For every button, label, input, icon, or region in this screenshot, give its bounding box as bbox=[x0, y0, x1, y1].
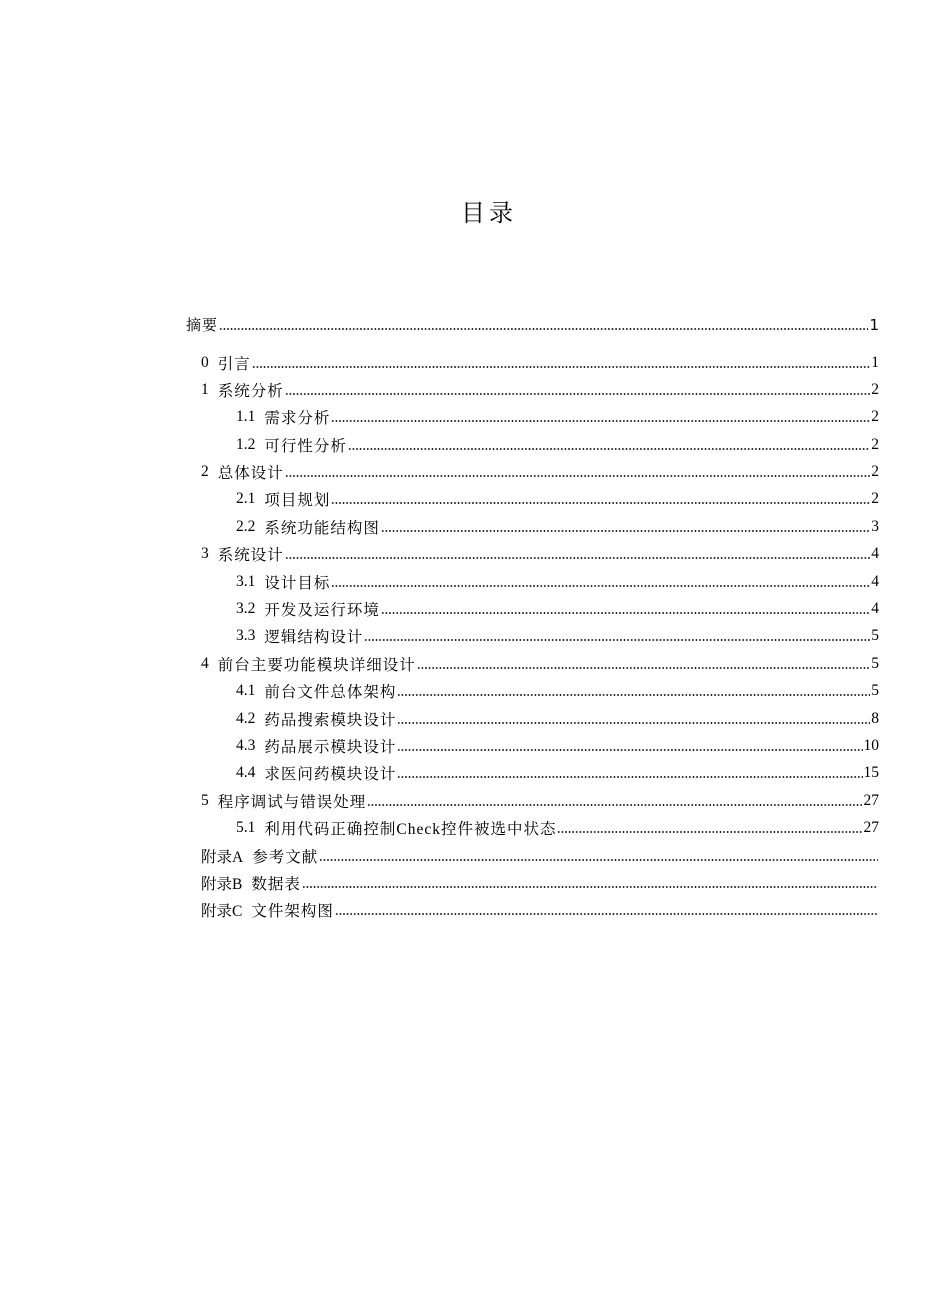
toc-entry-number: 4.2 bbox=[236, 709, 256, 727]
toc-entry-number: 5 bbox=[201, 791, 209, 809]
toc-entry[interactable] bbox=[236, 403, 879, 430]
toc-entry-number: 4 bbox=[201, 654, 209, 672]
toc-entry-number: 3.2 bbox=[236, 599, 256, 617]
toc-entry-page-number: 2 bbox=[871, 435, 879, 453]
toc-entry-page-number: 3 bbox=[871, 517, 879, 535]
toc-entry-page-number: 5 bbox=[871, 681, 879, 699]
toc-entry[interactable] bbox=[201, 869, 879, 896]
toc-entry[interactable] bbox=[236, 814, 879, 841]
dot-leader bbox=[331, 585, 870, 587]
toc-entry-number: 1.2 bbox=[236, 435, 256, 453]
dot-leader bbox=[397, 776, 862, 778]
toc-entry-page-number: 8 bbox=[871, 709, 879, 727]
dot-leader bbox=[285, 475, 870, 477]
toc-entry-label: 利用代码正确控制Check控件被选中状态 bbox=[264, 820, 557, 838]
toc-entry-number: 3 bbox=[201, 544, 209, 562]
toc-entry-page-number: 2 bbox=[871, 462, 879, 480]
toc-entry[interactable] bbox=[236, 622, 879, 649]
dot-leader bbox=[557, 831, 862, 833]
toc-entry-label: 项目规划 bbox=[264, 491, 331, 509]
toc-entry-label: 前台文件总体架构 bbox=[264, 683, 397, 701]
dot-leader bbox=[381, 530, 870, 532]
dot-leader bbox=[302, 886, 878, 888]
toc-entry[interactable] bbox=[236, 595, 879, 622]
toc-entry-number: 1.1 bbox=[236, 407, 256, 425]
toc-entry[interactable] bbox=[201, 650, 879, 677]
toc-entry-number: 3.3 bbox=[236, 626, 256, 644]
toc-entry-page-number: 1 bbox=[871, 353, 879, 371]
toc-entry-page-number: 1 bbox=[869, 315, 879, 334]
toc-entry[interactable] bbox=[236, 705, 879, 732]
toc-entry-label: 药品搜索模块设计 bbox=[264, 711, 397, 729]
dot-leader bbox=[397, 694, 870, 696]
dot-leader bbox=[397, 749, 862, 751]
toc-entry-label: 系统分析 bbox=[217, 382, 284, 400]
toc-entry[interactable] bbox=[236, 677, 879, 704]
dot-leader bbox=[331, 502, 870, 504]
dot-leader bbox=[381, 612, 870, 614]
toc-entry[interactable] bbox=[201, 458, 879, 485]
toc-entry-page-number: 4 bbox=[871, 599, 879, 617]
toc-entry-label: 开发及运行环境 bbox=[264, 601, 380, 619]
toc-entry-page-number: 4 bbox=[871, 544, 879, 562]
toc-entry[interactable] bbox=[201, 787, 879, 814]
toc-entry[interactable] bbox=[236, 568, 879, 595]
dot-leader bbox=[364, 639, 870, 641]
toc-entry[interactable] bbox=[236, 485, 879, 512]
toc-entry-label: 逻辑结构设计 bbox=[264, 628, 364, 646]
toc-entry[interactable] bbox=[236, 431, 879, 458]
dot-leader bbox=[319, 859, 878, 861]
toc-entry-number: 2.2 bbox=[236, 517, 256, 535]
toc-entry[interactable] bbox=[201, 376, 879, 403]
toc-entry-number: 4.4 bbox=[236, 763, 256, 781]
toc-entry-label: 可行性分析 bbox=[264, 437, 347, 455]
toc-entry[interactable] bbox=[236, 759, 879, 786]
toc-entry-label: 文件架构图 bbox=[251, 902, 334, 920]
toc-entry-page-number: 15 bbox=[863, 763, 879, 781]
toc-entry-page-number: 4 bbox=[871, 572, 879, 590]
toc-entry[interactable] bbox=[201, 896, 879, 923]
dot-leader bbox=[417, 667, 870, 669]
toc-entry-label: 引言 bbox=[217, 355, 251, 373]
toc-entry[interactable] bbox=[201, 349, 879, 376]
dot-leader bbox=[285, 393, 870, 395]
toc-entry-page-number: 5 bbox=[871, 654, 879, 672]
dot-leader bbox=[331, 420, 870, 422]
toc-entry-label: 程序调试与错误处理 bbox=[217, 793, 367, 811]
toc-entry-number: 0 bbox=[201, 353, 209, 371]
toc-entry-label: 参考文献 bbox=[252, 848, 319, 866]
toc-entry-number: 附录B bbox=[201, 875, 243, 893]
toc-entry-label: 系统设计 bbox=[217, 546, 284, 564]
toc-entry[interactable] bbox=[236, 732, 879, 759]
toc-entry-page-number: 27 bbox=[863, 791, 879, 809]
toc-entry-number: 4.1 bbox=[236, 681, 256, 699]
toc-entry-label: 设计目标 bbox=[264, 574, 331, 592]
toc-entry[interactable] bbox=[236, 513, 879, 540]
toc-entry[interactable] bbox=[201, 842, 879, 869]
toc-entry-number: 2.1 bbox=[236, 489, 256, 507]
toc-title: 目录 bbox=[461, 201, 517, 227]
dot-leader bbox=[367, 804, 862, 806]
toc-entry-number: 3.1 bbox=[236, 572, 256, 590]
toc-entry-label: 总体设计 bbox=[217, 464, 284, 482]
toc-entry-number: 2 bbox=[201, 462, 209, 480]
toc-entry-label: 数据表 bbox=[251, 875, 301, 893]
toc-entry-number: 4.3 bbox=[236, 736, 256, 754]
dot-leader bbox=[285, 557, 870, 559]
toc-entry-number: 1 bbox=[201, 380, 209, 398]
toc-entry-number: 附录A bbox=[201, 848, 244, 866]
toc-entry-label: 前台主要功能模块详细设计 bbox=[217, 656, 416, 674]
toc-entry-label: 系统功能结构图 bbox=[264, 519, 380, 537]
toc-entry-page-number: 2 bbox=[871, 380, 879, 398]
toc-entry-label: 需求分析 bbox=[264, 409, 331, 427]
toc-entry-page-number: 10 bbox=[863, 736, 879, 754]
dot-leader bbox=[335, 913, 878, 915]
dot-leader bbox=[397, 722, 870, 724]
dot-leader bbox=[252, 366, 870, 368]
toc-entry-page-number: 2 bbox=[871, 489, 879, 507]
dot-leader bbox=[219, 328, 868, 330]
dot-leader bbox=[348, 448, 870, 450]
toc-entry-page-number: 2 bbox=[871, 407, 879, 425]
toc-entry-number: 5.1 bbox=[236, 818, 256, 836]
toc-entry-label: 摘要 bbox=[186, 316, 219, 334]
toc-entry-label: 药品展示模块设计 bbox=[264, 738, 397, 756]
toc-entry-page-number: 5 bbox=[871, 626, 879, 644]
toc-heading-entry[interactable] bbox=[186, 311, 879, 338]
toc-entry[interactable] bbox=[201, 540, 879, 567]
toc-entry-page-number: 27 bbox=[863, 818, 879, 836]
toc-entry-number: 附录C bbox=[201, 902, 243, 920]
toc-entry-label: 求医问药模块设计 bbox=[264, 765, 397, 783]
